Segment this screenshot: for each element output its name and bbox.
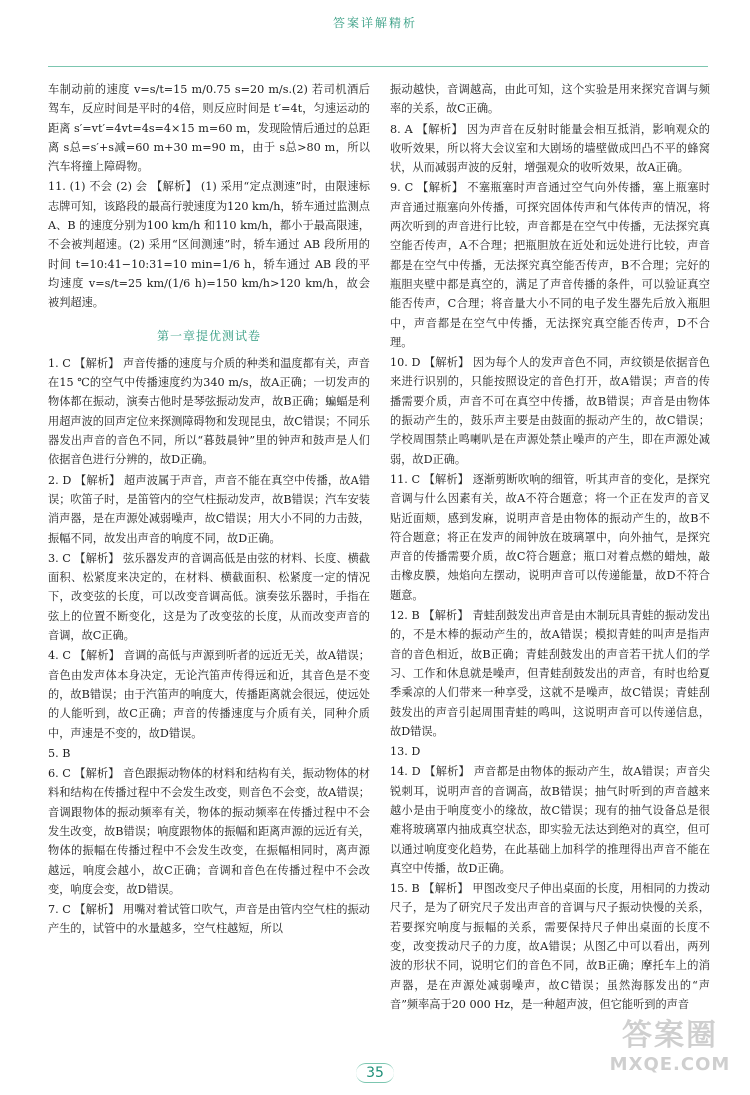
answer-1: 1. C 【解析】 声音传播的速度与介质的种类和温度都有关，声音在15 ℃的空气中传播速度约为340 m/s，故A正确；一切发声的物体都在振动，演奏古他时是琴弦振动发声，故B正确；蝙蝠是利用超声波的回声定位来探测障碍物和发现昆虫，故C错误；不同乐器发出声音的音色不同，所以“暮鼓晨钟”里的钟声和鼓声是人们依据音色进行分辨的，故D正确。	[48, 356, 370, 467]
answer-11b: 11. C 【解析】 逐渐剪断吹响的细管，听其声音的变化，是探究音调与什么因素有关，故A不符合题意；将一个正在发声的音叉贴近面颊，感到发麻，说明声音是由物体的振动产生的，故B不符合题意；将正在发声的闹钟放在玻璃罩中，向外抽气，是探究声音的传播需要介质，故C符合题意；瓶口对着点燃的蜡烛，敲击橡皮膜，烛焰向左摆动，说明声音可以传递能量，故D不符合题意。	[390, 472, 710, 602]
answer-10-continued: 车制动前的速度 v=s/t=15 m/0.75 s=20 m/s.(2) 若司机酒后驾车，反应时间是平时的4倍，则反应时间是 t′=4t，匀速运动的距离 s′=vt′=4vt=4s=4×15 m=60 m，发现险情后通过的总距离 s总=s′+s减=60 m+30 m=90 m，由于 s总>80 m，所以汽车将撞上障碍物。	[48, 83, 370, 174]
answer-11: 11. (1) 不会 (2) 会 【解析】 (1) 采用“定点测速”时，由限速标志牌可知，该路段的最高行驶速度为120 km/h，轿车通过监测点 A、B 的速度分别为100 km/h 和110 km/h，都小于最高限速，不会被判超速。(2) 采用“区间测速”时，轿车通过 AB 段所用的时间 t=10:41−10:31=10 min=1/6 h，轿车通过 AB 段的平均速度 v=s/t=25 km/(1/6 h)=150 km/h>120 km/h，故会被判超速。	[48, 180, 370, 310]
header-divider	[48, 66, 708, 67]
answer-7-continued: 振动越快，音调越高，由此可知，这个实验是用来探究音调与频率的关系，故C正确。	[390, 83, 710, 116]
answer-4: 4. C 【解析】 音调的高低与声源到听者的远近无关，故A错误；音色由发声体本身决定，无论汽笛声传得远和近，其音色是不变的，故B错误；由于汽笛声的响度大，传播距离就会很远，使远处的人能听到，故C正确；声音的传播速度与介质有关，同种介质中，声速是不变的，故D错误。	[48, 649, 370, 740]
answer-2: 2. D 【解析】 超声波属于声音，声音不能在真空中传播，故A错误；吹笛子时，是笛管内的空气柱振动发声，故B错误；汽车安装消声器，是在声源处减弱噪声，故C错误；用大小不同的力击鼓，振幅不同，故发出声音的响度不同，故D正确。	[48, 473, 370, 545]
answer-3: 3. C 【解析】 弦乐器发声的音调高低是由弦的材料、长度、横截面积、松紧度来决定的，在材料、横截面积、松紧度一定的情况下，改变弦的长度，可以改变音调高低。演奏弦乐器时，手指在弦上的位置不断变化，这是为了改变弦的长度，从而改变声音的音调，故C正确。	[48, 551, 370, 643]
page-header	[0, 0, 750, 62]
right-column	[390, 80, 710, 1015]
answer-8: 8. A 【解析】 因为声音在反射时能量会相互抵消，影响观众的收听效果，所以将大会议室和大剧场的墙壁做成凹凸不平的蜂窝状，从而减弱声波的反射，增强观众的收听效果，故A正确。	[390, 122, 710, 175]
answer-9: 9. C 【解析】 不塞瓶塞时声音通过空气向外传播，塞上瓶塞时声音通过瓶塞向外传播，可探究固体传声和气体传声的情况，将两次听到的声音进行比较，声音都是在空气中传播，无法探究真空能否传声，A不合理；把瓶胆放在近处和远处进行比较，声音都是在空气中传播，无法探究真空能否传声，B不合理；完好的瓶胆夹壁中都是真空的，满足了声音传播的条件，可以验证真空能否传声，C合理；将音量大小不同的电子发生器先后放入瓶胆中，声音都是在空气中传播，无法探究真空能否传声，D不合理。	[390, 181, 710, 349]
answer-13: 13. D	[390, 745, 421, 759]
answer-12: 12. B 【解析】 青蛙刮鼓发出声音是由木制玩具青蛙的振动发出的，不是木棒的振动产生的，故A错误；模拟青蛙的叫声是指声音的音色相近，故B正确；青蛙刮鼓发出的声音若干扰人们的学习、工作和休息就是噪声，但青蛙刮鼓发出的声音，有时也给夏季乘凉的人们带来一种享受，这就不是噪声，故C错误；青蛙刮鼓发出的声音引起周围青蛙的鸣叫，这说明声音可以传递信息，故D错误。	[390, 609, 710, 738]
watermark-sub: MXQE.COM	[609, 1054, 731, 1075]
answer-15: 15. B 【解析】 甲图改变尺子伸出桌面的长度，用相同的力拨动尺子，是为了研究尺子发出声音的音调与尺子振动快慢的关系，若要探究响度与振幅的关系，需要保持尺子伸出桌面的长度不变，改变拨动尺子的力度，故A错误；从图乙中可以看出，两列波的形状不同，说明它们的音色不同，故B正确；摩托车上的消声器，是在声源处减弱噪声，故C错误；虽然海豚发出的“声音”频率高于20 000 Hz，是一种超声波，但它能听到的声音	[390, 882, 710, 1011]
watermark-logo	[600, 1010, 740, 1090]
page-number-text: 35	[356, 1063, 394, 1083]
header-title: 答案详解精析	[332, 16, 417, 30]
answer-6: 6. C 【解析】 音色跟振动物体的材料和结构有关，振动物体的材料和结构在传播过程中不会发生改变，则音色不会变，故A错误；音调跟物体的振动频率有关，物体的振动频率在传播过程中不会发生改变，故B错误；响度跟物体的振幅和距离声源的远近有关，物体的振幅在传播过程中不会发生改变，在振幅相同时，离声源越远，响度会越小，故C正确；音调和音色在传播过程中不会改变，响度会变，故D错误。	[48, 767, 370, 896]
left-column	[48, 80, 370, 940]
answer-10: 10. D 【解析】 因为每个人的发声音色不同，声纹锁是依据音色来进行识别的，只能按照设定的音色打开，故A错误；声音的传播需要介质，声音不可在真空中传播，故B错误；声音是由物体的振动产生的，鼓乐声主要是由鼓面的振动产生的，故C错误；学校周围禁止鸣喇叭是在声源处禁止噪声的产生，即在声源处减弱，故D正确。	[390, 356, 710, 466]
answer-7: 7. C 【解析】 用嘴对着试管口吹气，声音是由管内空气柱的振动产生的，试管中的水量越多，空气柱越短，所以	[48, 903, 370, 936]
section-title: 第一章提优测试卷	[156, 328, 261, 343]
watermark-main: 答案圈	[622, 1018, 718, 1053]
answer-14: 14. D 【解析】 声音都是由物体的振动产生，故A错误；声音尖锐刺耳，说明声音的音调高，故B错误；抽气时听到的声音越来越小是由于响度变小的缘故，故C错误；现有的抽气设备总是很难将玻璃罩内抽成真空状态，即实验无法达到绝对的真空，但可以通过响度变化趋势，在此基础上加科学的推理得出声音不能在真空中传播，故D正确。	[390, 765, 710, 875]
answer-5: 5. B	[48, 746, 71, 760]
